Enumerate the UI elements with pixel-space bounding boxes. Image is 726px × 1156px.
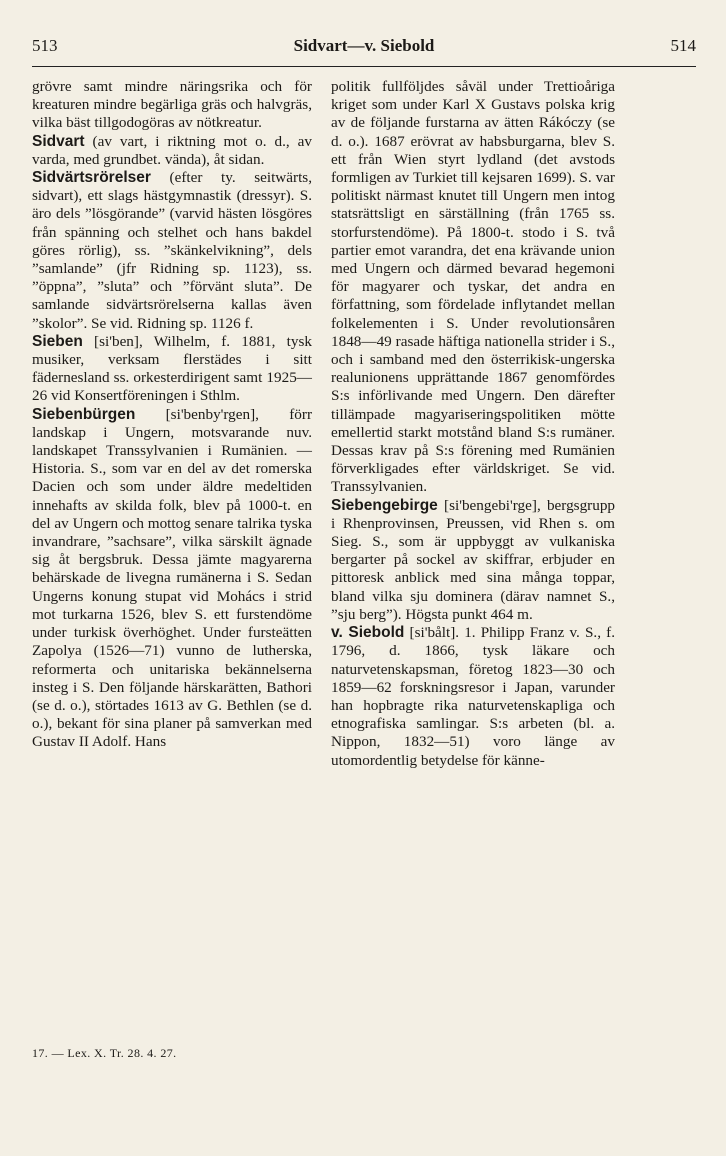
entry-text: [si'benby'rgen], förr landskap i Ungern, motsvarande nuv. landskapet Transsylvanien i Rumänien. — Historia. S., som var en del av det romerska Dacien och som under äldre medeltiden innehafts av skilda folk, blev på 1000-t. en del av Ungern och mottog senare talrika tyska invandrare, ”sachsare”, vilka särskilt ägnade sig åt bergsbruk. Dessa jämte magyarerna behärskade de livegna rumänerna i S. Sedan Ungerns konung stupat vid Mohács i strid mot turkarna 1526, blev S. ett furstendöme under turkisk överhöghet. Under fursteätten Zapolya (1526—71) vunno de lutherska, reformerta och unitariska bekännelserna insteg i S. Den följande härskarätten, Bathori (se d. o.), störtades 1613 av G. Bethlen (se d. o.), bekant för sina planer på samverkan med Gustav II Adolf. Hans	[32, 405, 312, 751]
headword: v. Siebold	[331, 624, 405, 642]
headword: Sidvart	[32, 132, 85, 150]
entry-sidvartsrorelser	[32, 169, 312, 333]
headword: Siebengebirge	[331, 496, 438, 514]
page-number-right: 514	[670, 36, 696, 55]
entry-sidvart	[32, 133, 312, 169]
entry-text: [si'bålt]. 1. Philipp Franz v. S., f. 1796, d. 1866, tysk läkare och naturvetenskapsman, företog 1823—30 och 1859—62 forskningsresor i Japan, varunder han hopbragte rika naturvetenskapliga och etnografiska samlingar. S:s arbeten (bl. a. Nippon, 1832—51) voro länge av utomordentlig betydelse för känne-	[331, 624, 616, 769]
header-rule	[32, 66, 696, 67]
entry-text: [si'bengebi'rge], bergsgrupp i Rhenprovinsen, Preussen, vid Rhen s. om Sieg. S., som är uppbyggt av vulkaniska bergarter på sockel av skiffrar, erbjuder en pittoresk anblick med sina många toppar, bland vilka sju dominera (därav namnet S., ”sju berg”). Högsta punkt 464 m.	[331, 496, 616, 623]
running-title: Sidvart—v. Siebold	[293, 36, 435, 55]
page-number-left: 513	[32, 36, 58, 55]
entry-sieben	[32, 333, 312, 406]
right-column	[331, 78, 615, 770]
headword: Siebenbürgen	[32, 405, 136, 423]
entry-text: [si'ben], Wilhelm, f. 1881, tysk musiker, verksam flerstädes i sitt fädernesland ss. orkesterdirigent samt 1925—26 vid Konsertföreningen i Sthlm.	[32, 332, 313, 405]
entry-siebenburgen	[32, 406, 312, 752]
page-header	[32, 36, 696, 60]
headword: Sieben	[32, 332, 83, 350]
continuation-paragraph: grövre samt mindre näringsrika och för kreaturen mindre begärliga gräs och halvgräs, vilka bäst tillgodogöras av nötkreatur.	[32, 78, 312, 132]
entry-text: (av vart, i riktning mot o. d., av varda, med grundbet. vända), åt sidan.	[32, 132, 313, 168]
left-column	[32, 78, 312, 752]
entry-siebold	[331, 624, 615, 770]
printer-signature: 17. — Lex. X. Tr. 28. 4. 27.	[32, 1046, 177, 1060]
entry-text: (efter ty. seitwärts, sidvart), ett slags hästgymnastik (dressyr). S. äro dels ”lösgörande” (varvid hästen lösgöres från spänning och stelhet och hans bakdel göres rörlig), ss. ”skänkelvikning”, dels ”samlande” (jfr Ridning sp. 1123), ss. ”öppna”, ”sluta” och ”förvänt sluta”. De samlande sidvärtsrörelserna kallas även ”skolor”. Se vid. Ridning sp. 1126 f.	[32, 169, 313, 332]
entry-siebengebirge	[331, 497, 615, 624]
continuation-paragraph: politik fullföljdes såväl under Trettioåriga kriget som under Karl X Gustavs polska krig av de följande furstarna av ätten Rákóczy (se d. o.). 1687 erövrat av habsburgarna, blev S. ett från Wien styrt lydland (det avstods formligen av Turkiet till kejsaren 1699). S. var politiskt närmast knutet till Ungern men intog statsrättsligt en särställning (från 1765 ss. storfurstendöme). På 1800-t. stodo i S. två partier emot varandra, det ena krävande union med Ungern och därmed bevarad hegemoni för magyarer och tyskar, det andra en författning, som fördelade inflytandet mellan folkelementen i S. Under revolutionsåren 1848—49 rasade häftiga nationella strider i S., och i samband med den österrikisk-ungerska realunionens upprättande 1867 genomfördes S:s införlivande med Ungern. Den därefter tillämpade magyariseringspolitiken mötte emellertid starkt motstånd bland S:s rumäner. Dessas krav på S:s förening med Rumänien förverkligades efter världskriget. Se vid. Transsylvanien.	[331, 78, 615, 496]
headword: Sidvärtsrörelser	[32, 169, 151, 187]
